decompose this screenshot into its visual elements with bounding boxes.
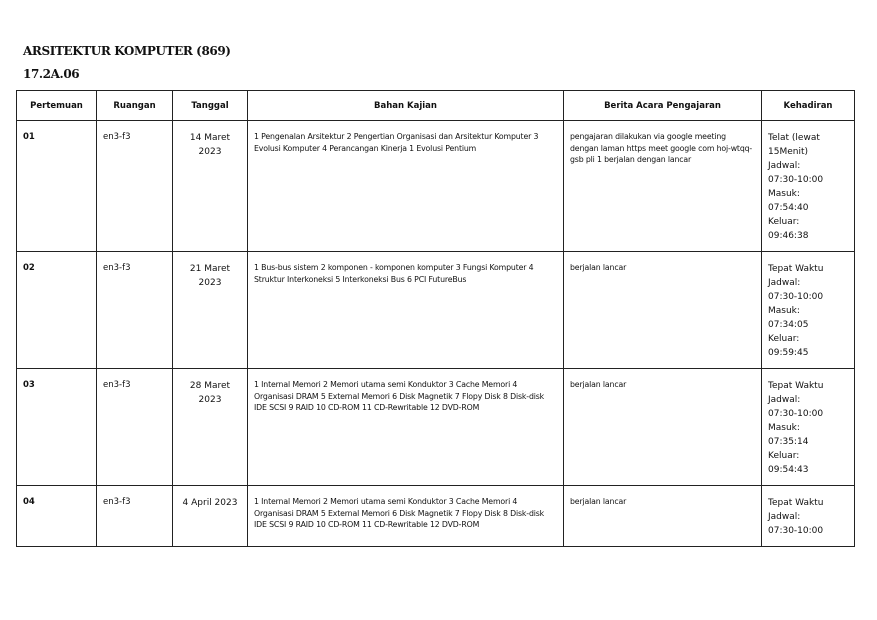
- kehadiran-keluar: 09:46:38: [768, 231, 809, 241]
- cell-berita-acara: pengajaran dilakukan via google meeting dengan laman https meet google com hoj-wtqq-gsb pli 1 berjalan dengan lancar: [564, 125, 762, 252]
- kehadiran-jadwal: 07:30-10:00: [768, 175, 824, 185]
- kehadiran-status: Tepat Waktu: [768, 498, 824, 508]
- cell-kehadiran: [762, 125, 855, 252]
- table-row: [17, 373, 855, 486]
- cell-ruangan: en3-f3: [97, 373, 173, 486]
- kehadiran-jadwal: 07:30-10:00: [768, 292, 824, 302]
- header-bahan-kajian: Bahan Kajian: [248, 91, 564, 121]
- table-row: [17, 256, 855, 369]
- cell-pertemuan: 02: [17, 256, 97, 369]
- kehadiran-keluar: 09:54:43: [768, 465, 809, 475]
- kehadiran-jadwal: 07:30-10:00: [768, 526, 824, 536]
- kehadiran-status: Tepat Waktu: [768, 264, 824, 274]
- cell-bahan-kajian: 1 Internal Memori 2 Memori utama semi Konduktor 3 Cache Memori 4 Organisasi DRAM 5 External Memori 6 Disk Magnetik 7 Flopy Disk 8 Disk-disk IDE SCSI 9 RAID 10 CD-ROM 11 CD-Rewritable 12 DVD-ROM: [248, 373, 564, 486]
- cell-bahan-kajian: 1 Internal Memori 2 Memori utama semi Konduktor 3 Cache Memori 4 Organisasi DRAM 5 External Memori 6 Disk Magnetik 7 Flopy Disk 8 Disk-disk IDE SCSI 9 RAID 10 CD-ROM 11 CD-Rewritable 12 DVD-ROM: [248, 490, 564, 547]
- kehadiran-masuk: 07:34:05: [768, 320, 809, 330]
- cell-ruangan: en3-f3: [97, 256, 173, 369]
- table-header-row: [17, 91, 855, 121]
- table-row: [17, 125, 855, 252]
- kehadiran-masuk-label: Masuk:: [768, 423, 800, 433]
- header-tanggal: Tanggal: [173, 91, 248, 121]
- cell-berita-acara: berjalan lancar: [564, 490, 762, 547]
- cell-berita-acara: berjalan lancar: [564, 256, 762, 369]
- cell-kehadiran: [762, 373, 855, 486]
- kehadiran-jadwal-label: Jadwal:: [768, 395, 801, 405]
- cell-tanggal: 14 Maret 2023: [173, 125, 248, 252]
- cell-pertemuan: 01: [17, 125, 97, 252]
- kehadiran-keluar-label: Keluar:: [768, 334, 800, 344]
- cell-tanggal: 28 Maret 2023: [173, 373, 248, 486]
- kehadiran-status: Tepat Waktu: [768, 381, 824, 391]
- kehadiran-jadwal-label: Jadwal:: [768, 161, 801, 171]
- cell-ruangan: en3-f3: [97, 125, 173, 252]
- class-code: 17.2A.06: [23, 67, 80, 81]
- kehadiran-masuk: 07:54:40: [768, 203, 809, 213]
- header-pertemuan: Pertemuan: [17, 91, 97, 121]
- header-ruangan: Ruangan: [97, 91, 173, 121]
- kehadiran-status: Telat (lewat 15Menit): [768, 133, 820, 157]
- cell-kehadiran: [762, 256, 855, 369]
- course-title: ARSITEKTUR KOMPUTER (869): [23, 44, 231, 58]
- kehadiran-keluar-label: Keluar:: [768, 217, 800, 227]
- cell-bahan-kajian: 1 Bus-bus sistem 2 komponen - komponen komputer 3 Fungsi Komputer 4 Struktur Interkoneksi 5 Interkoneksi Bus 6 PCI FutureBus: [248, 256, 564, 369]
- cell-tanggal: 4 April 2023: [173, 490, 248, 547]
- cell-pertemuan: 03: [17, 373, 97, 486]
- table-row: [17, 490, 855, 547]
- cell-kehadiran: [762, 490, 855, 547]
- cell-pertemuan: 04: [17, 490, 97, 547]
- header-berita-acara: Berita Acara Pengajaran: [564, 91, 762, 121]
- kehadiran-jadwal: 07:30-10:00: [768, 409, 824, 419]
- kehadiran-jadwal-label: Jadwal:: [768, 278, 801, 288]
- cell-bahan-kajian: 1 Pengenalan Arsitektur 2 Pengertian Organisasi dan Arsitektur Komputer 3 Evolusi Komputer 4 Perancangan Kinerja 1 Evolusi Pentium: [248, 125, 564, 252]
- kehadiran-masuk-label: Masuk:: [768, 306, 800, 316]
- kehadiran-masuk-label: Masuk:: [768, 189, 800, 199]
- kehadiran-jadwal-label: Jadwal:: [768, 512, 801, 522]
- kehadiran-masuk: 07:35:14: [768, 437, 809, 447]
- cell-ruangan: en3-f3: [97, 490, 173, 547]
- cell-berita-acara: berjalan lancar: [564, 373, 762, 486]
- attendance-table: [16, 90, 855, 547]
- kehadiran-keluar: 09:59:45: [768, 348, 809, 358]
- header-kehadiran: Kehadiran: [762, 91, 855, 121]
- cell-tanggal: 21 Maret 2023: [173, 256, 248, 369]
- kehadiran-keluar-label: Keluar:: [768, 451, 800, 461]
